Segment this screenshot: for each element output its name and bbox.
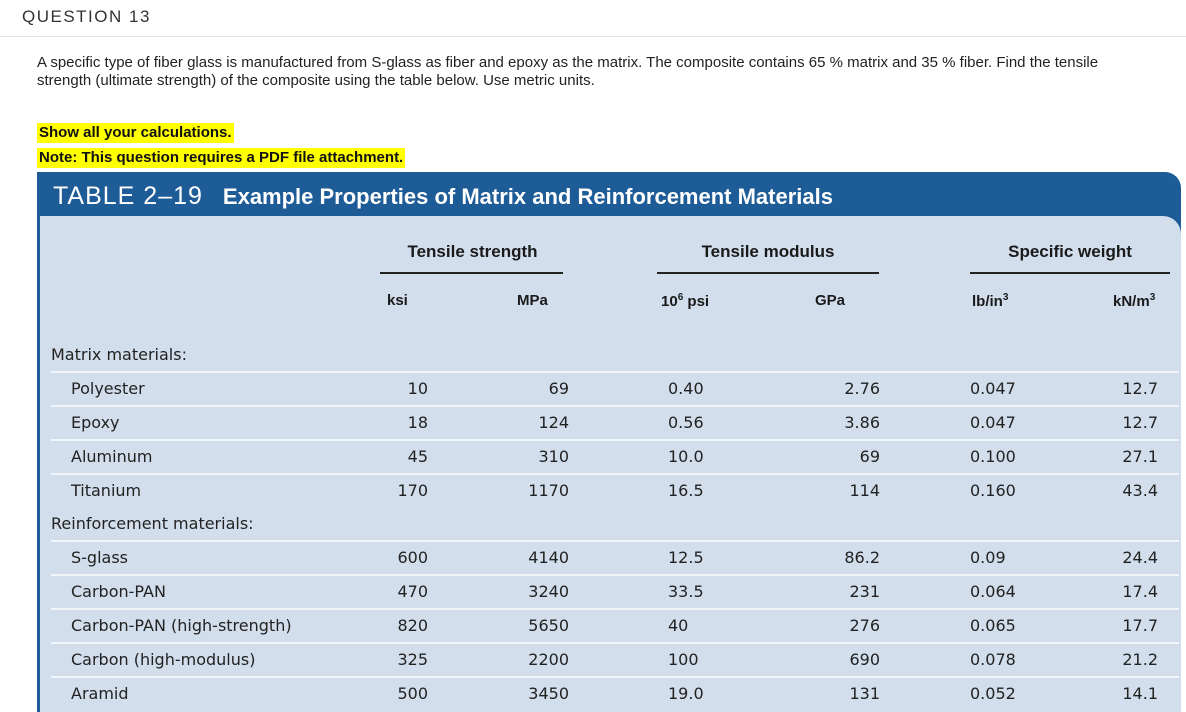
unit-psi: $10^6$ psi [661,292,710,310]
table-number: TABLE 2–19 [53,182,203,210]
value-cell: 170 [397,481,428,500]
value-cell: 86.2 [844,548,880,567]
table-title [53,181,833,211]
unit-mpa: MPa [517,292,548,309]
table-row [51,610,1179,644]
value-cell: 17.4 [1122,582,1158,601]
table-row [51,542,1179,576]
value-cell: 4140 [528,548,569,567]
row-divider [51,371,1179,373]
value-cell: 14.1 [1122,684,1158,703]
value-cell: 0.047 [970,379,1016,398]
value-cell: 33.5 [668,582,704,601]
row-divider [51,540,1179,542]
table-row [51,407,1179,441]
table-row [51,373,1179,407]
unit-kn-per-m3: $kN/m^3$ [1113,292,1156,310]
table-row [51,441,1179,475]
value-cell: 18 [407,413,428,432]
value-cell: 0.052 [970,684,1016,703]
value-cell: 1170 [528,481,569,500]
group-rule [970,272,1170,274]
unit-ksi: ksi [387,292,408,309]
table-caption: Example Properties of Matrix and Reinforcement Materials [222,184,833,209]
value-cell: 21.2 [1122,650,1158,669]
value-cell: 600 [397,548,428,567]
value-cell: 500 [397,684,428,703]
value-cell: 10.0 [668,447,704,466]
highlight-note-pdf: Note: This question requires a PDF file attachment. [39,149,404,166]
row-divider [51,405,1179,407]
row-divider [51,608,1179,610]
reinforcement-materials-label: Reinforcement materials: [51,514,254,533]
material-name-cell: Carbon-PAN [71,582,166,601]
value-cell: 10 [407,379,428,398]
value-cell: 12.7 [1122,379,1158,398]
value-cell: 325 [397,650,428,669]
value-cell: 100 [668,650,699,669]
value-cell: 27.1 [1122,447,1158,466]
value-cell: 0.064 [970,582,1016,601]
question-prompt: A specific type of fiber glass is manufactured from S-glass as fiber and epoxy as the matrix. The composite contains 65 % matrix and 35 % fiber. Find the tensile strength (ultimate strength) of the composite using the table below. Use metric units. [37,54,1099,89]
value-cell: 69 [859,447,880,466]
group-header-tensile-strength: Tensile strength [407,242,538,261]
matrix-materials-label: Matrix materials: [51,345,187,364]
value-cell: 820 [397,616,428,635]
unit-lb-per-in3: $lb/in^3$ [972,292,1009,310]
row-divider [51,676,1179,678]
table-row [51,475,1179,509]
value-cell: 24.4 [1122,548,1158,567]
value-cell: 2.76 [844,379,880,398]
properties-table-image [37,172,1181,712]
value-cell: 17.7 [1122,616,1158,635]
material-name-cell: Carbon-PAN (high-strength) [71,616,292,635]
value-cell: 0.56 [668,413,704,432]
value-cell: 0.078 [970,650,1016,669]
question-title: QUESTION 13 [22,7,151,26]
value-cell: 470 [397,582,428,601]
value-cell: 16.5 [668,481,704,500]
material-name-cell: Carbon (high-modulus) [71,650,256,669]
value-cell: 276 [849,616,880,635]
material-name-cell: Titanium [71,481,142,500]
row-divider [51,473,1179,475]
material-name-cell: Aramid [71,684,129,703]
value-cell: 12.7 [1122,413,1158,432]
value-cell: 114 [849,481,880,500]
value-cell: 3240 [528,582,569,601]
value-cell: 43.4 [1122,481,1158,500]
value-cell: 3.86 [844,413,880,432]
value-cell: 19.0 [668,684,704,703]
value-cell: 0.047 [970,413,1016,432]
value-cell: 45 [407,447,428,466]
table-body [40,216,1181,712]
material-name-cell: S-glass [71,548,129,567]
unit-gpa: GPa [815,292,846,309]
material-name-cell: Polyester [71,379,145,398]
value-cell: 0.160 [970,481,1016,500]
row-divider [51,642,1179,644]
group-header-tensile-modulus: Tensile modulus [701,242,835,261]
highlight-note-calculations: Show all your calculations. [39,124,232,141]
value-cell: 0.09 [970,548,1006,567]
value-cell: 690 [849,650,880,669]
value-cell: 124 [538,413,569,432]
table-row [51,576,1179,610]
value-cell: 69 [548,379,569,398]
material-name-cell: Aluminum [71,447,153,466]
question-header [0,0,1186,37]
table-row [51,644,1179,678]
value-cell: 310 [538,447,569,466]
group-rule [380,272,563,274]
row-divider [51,574,1179,576]
value-cell: 0.100 [970,447,1016,466]
value-cell: 2200 [528,650,569,669]
value-cell: 5650 [528,616,569,635]
group-header-specific-weight: Specific weight [1008,242,1132,261]
value-cell: 0.065 [970,616,1016,635]
value-cell: 0.40 [668,379,704,398]
material-name-cell: Epoxy [71,413,120,432]
row-divider [51,439,1179,441]
value-cell: 12.5 [668,548,704,567]
value-cell: 131 [849,684,880,703]
value-cell: 231 [849,582,880,601]
value-cell: 40 [668,616,689,635]
group-rule [657,272,879,274]
value-cell: 3450 [528,684,569,703]
